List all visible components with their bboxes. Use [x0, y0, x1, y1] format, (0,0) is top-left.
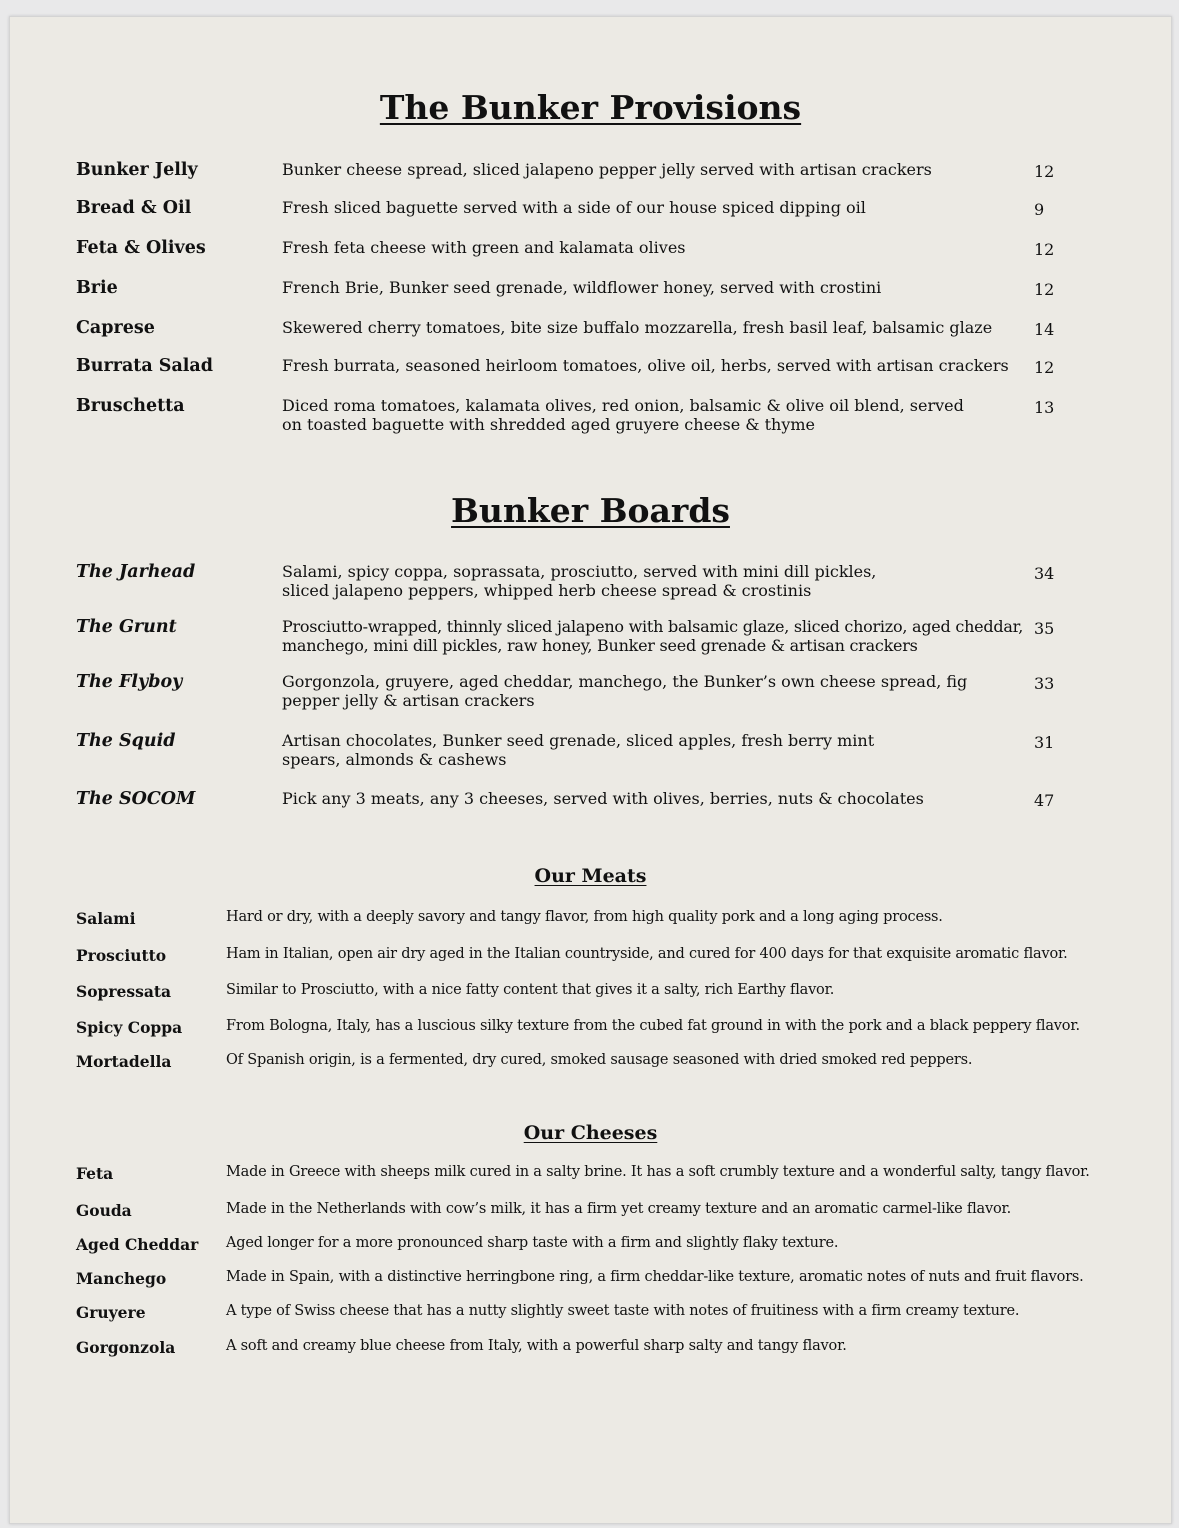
boards-title: Bunker Boards	[451, 491, 730, 530]
meat-name: Sopressata	[76, 982, 172, 1001]
item-price: 33	[1034, 674, 1055, 693]
item-description: Gorgonzola, gruyere, aged cheddar, manchego, the Bunker’s own cheese spread, fig pepper jelly & artisan crackers	[282, 672, 968, 710]
meat-name: Salami	[76, 909, 136, 928]
meat-name: Prosciutto	[76, 946, 167, 965]
item-price: 34	[1034, 564, 1055, 583]
item-price: 9	[1034, 200, 1045, 219]
cheese-description: Made in Greece with sheeps milk cured in a salty brine. It has a soft crumbly texture and a wonderful salty, tangy flavor.	[226, 1164, 1090, 1180]
meats-title: Our Meats	[534, 865, 647, 887]
meat-description: From Bologna, Italy, has a luscious silky texture from the cubed fat ground in with the pork and a black peppery flavor.	[226, 1018, 1080, 1034]
item-description: French Brie, Bunker seed grenade, wildflower honey, served with crostini	[282, 278, 882, 297]
cheese-description: Made in the Netherlands with cow’s milk, it has a firm yet creamy texture and an aromatic carmel-like flavor.	[226, 1201, 1012, 1217]
cheese-name: Gouda	[76, 1201, 132, 1220]
item-description: Diced roma tomatoes, kalamata olives, red onion, balsamic & olive oil blend, served on toasted baguette with shredded aged gruyere cheese & thyme	[282, 396, 964, 434]
cheese-description: Aged longer for a more pronounced sharp taste with a firm and slightly flaky texture.	[226, 1235, 839, 1251]
item-name: Caprese	[76, 318, 155, 338]
item-price: 12	[1034, 280, 1055, 299]
cheese-description: Made in Spain, with a distinctive herringbone ring, a firm cheddar-like texture, aromatic notes of nuts and fruit flavors.	[226, 1269, 1084, 1285]
meat-description: Hard or dry, with a deeply savory and tangy flavor, from high quality pork and a long aging process.	[226, 909, 943, 925]
cheese-name: Gorgonzola	[76, 1338, 176, 1357]
item-description: Fresh sliced baguette served with a side of our house spiced dipping oil	[282, 198, 866, 217]
cheese-name: Aged Cheddar	[76, 1235, 199, 1254]
item-name: The Jarhead	[76, 562, 196, 582]
cheese-description: A type of Swiss cheese that has a nutty slightly sweet taste with notes of fruitiness with a firm creamy texture.	[226, 1303, 1020, 1319]
item-name: The Grunt	[76, 617, 177, 637]
meat-description: Of Spanish origin, is a fermented, dry cured, smoked sausage seasoned with dried smoked red peppers.	[226, 1052, 973, 1068]
provisions-title: The Bunker Provisions	[379, 88, 802, 127]
item-name: Bruschetta	[76, 396, 185, 416]
item-price: 35	[1034, 619, 1055, 638]
item-price: 13	[1034, 398, 1055, 417]
item-price: 31	[1034, 733, 1055, 752]
cheese-description: A soft and creamy blue cheese from Italy, with a powerful sharp salty and tangy flavor.	[226, 1338, 847, 1354]
cheese-name: Manchego	[76, 1269, 167, 1288]
item-name: The Flyboy	[76, 672, 183, 692]
item-description: Pick any 3 meats, any 3 cheeses, served with olives, berries, nuts & chocolates	[282, 789, 924, 808]
item-description: Bunker cheese spread, sliced jalapeno pepper jelly served with artisan crackers	[282, 160, 932, 179]
meat-name: Spicy Coppa	[76, 1018, 183, 1037]
item-price: 12	[1034, 358, 1055, 377]
item-name: Bunker Jelly	[76, 160, 198, 180]
item-name: Burrata Salad	[76, 356, 214, 376]
cheeses-title: Our Cheeses	[523, 1122, 658, 1144]
item-description: Artisan chocolates, Bunker seed grenade, sliced apples, fresh berry mint spears, almonds & cashews	[282, 731, 875, 769]
item-name: Bread & Oil	[76, 198, 192, 218]
item-name: Brie	[76, 278, 118, 298]
meat-name: Mortadella	[76, 1052, 172, 1071]
cheese-name: Feta	[76, 1164, 114, 1183]
item-price: 12	[1034, 162, 1055, 181]
cheese-name: Gruyere	[76, 1303, 146, 1322]
item-name: Feta & Olives	[76, 238, 206, 258]
menu-page	[9, 16, 1172, 1524]
item-name: The SOCOM	[76, 789, 196, 809]
item-name: The Squid	[76, 731, 176, 751]
meat-description: Ham in Italian, open air dry aged in the Italian countryside, and cured for 400 days for that exquisite aromatic flavor.	[226, 946, 1068, 962]
item-price: 12	[1034, 240, 1055, 259]
item-description: Fresh burrata, seasoned heirloom tomatoes, olive oil, herbs, served with artisan crackers	[282, 356, 1009, 375]
item-description: Skewered cherry tomatoes, bite size buffalo mozzarella, fresh basil leaf, balsamic glaze	[282, 318, 993, 337]
item-description: Salami, spicy coppa, soprassata, prosciutto, served with mini dill pickles, sliced jalapeno peppers, whipped herb cheese spread & crostinis	[282, 562, 877, 600]
item-description: Prosciutto-wrapped, thinnly sliced jalapeno with balsamic glaze, sliced chorizo, aged cheddar, manchego, mini dill pickles, raw honey, Bunker seed grenade & artisan crackers	[282, 617, 1024, 655]
item-price: 47	[1034, 791, 1055, 810]
item-price: 14	[1034, 320, 1055, 339]
meat-description: Similar to Prosciutto, with a nice fatty content that gives it a salty, rich Earthy flavor.	[226, 982, 835, 998]
item-description: Fresh feta cheese with green and kalamata olives	[282, 238, 686, 257]
